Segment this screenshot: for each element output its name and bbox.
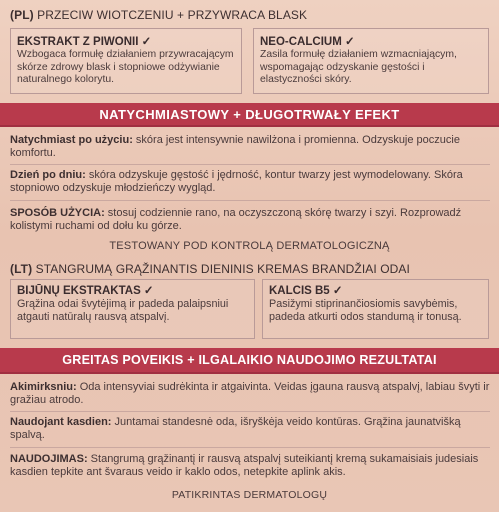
lt-paragraph-instant	[10, 381, 490, 408]
pl-box2-title: NEO-CALCIUM ✓	[260, 36, 355, 48]
pl-paragraph-usage	[10, 207, 490, 234]
pl-paragraph-daily	[10, 169, 490, 196]
pl-divider-1	[10, 164, 490, 165]
pl-header-text: PRZECIW WIOTCZENIU + PRZYWRACA BLASK	[37, 8, 308, 22]
pl-p1-text: skóra jest intensywnie nawilżona i promienna. Odzyskuje poczucie komfortu.	[10, 134, 460, 160]
lt-p1-text: Oda intensyviai sudrėkinta ir atgaivinta. Veidas įgauna rausvą atspalvį, labiau švyti ir gražiau atrodo.	[10, 381, 490, 407]
pl-p2-label: Dzień po dniu:	[10, 169, 86, 181]
lt-box2-title: KALCIS B5 ✓	[269, 285, 343, 297]
lt-paragraph-daily	[10, 416, 490, 443]
pl-p3-text: stosuj codziennie rano, na oczyszczoną skórę twarzy i szyi. Rozprowadź kolistymi ruchami od dołu ku górze.	[10, 207, 462, 233]
lt-p3-label: NAUDOJIMAS:	[10, 453, 88, 465]
pl-ingredient-box-peony	[10, 28, 242, 94]
lt-footer: PATIKRINTAS DERMATOLOGŲ	[171, 489, 328, 501]
lt-p2-text: Juntamai standesnė oda, išryškėja veido kontūras. Grąžina jaunatvišką spalvą.	[10, 416, 461, 442]
pl-box1-title: EKSTRAKT Z PIWONII ✓	[17, 36, 152, 48]
lt-effect-band	[0, 348, 499, 374]
pl-p2-text: skóra odzyskuje gęstość i jędrność, kontur twarzy jest wymodelowany. Skóra stopniowo odzyskuje młodzieńczy wygląd.	[10, 169, 463, 195]
pl-footer: TESTOWANY POD KONTROLĄ DERMATOLOGICZNĄ	[109, 240, 390, 252]
lt-ingredient-box-peony	[10, 279, 255, 339]
lt-p3-text: Stangrumą grąžinantį ir rausvą atspalvį suteikiantį kremą sukamaisiais judesiais kasdien tepkite ant švaraus veido ir kaklo odos, netepkite aplink akis.	[10, 453, 479, 479]
lt-lang-code: (LT)	[10, 262, 33, 276]
lt-p2-label: Naudojant kasdien:	[10, 416, 112, 428]
pl-header	[10, 8, 490, 22]
lt-box2-text: Pasižymi stiprinančiosiomis savybėmis, padeda atkurti odos standumą ir tonusą.	[269, 298, 462, 323]
lt-box1-title: BIJŪNŲ EKSTRAKTAS ✓	[17, 285, 154, 297]
lt-divider-2	[10, 447, 490, 448]
pl-band-text: NATYCHMIASTOWY + DŁUGOTRWAŁY EFEKT	[99, 107, 400, 122]
lt-p1-label: Akimirksniu:	[10, 381, 77, 393]
lt-ingredient-box-calcium	[262, 279, 489, 339]
lt-band-text: GREITAS POVEIKIS + ILGALAIKIO NAUDOJIMO REZULTATAI	[62, 353, 437, 367]
lt-header-text: STANGRUMĄ GRĄŽINANTIS DIENINIS KREMAS BRANDŽIAI ODAI	[35, 262, 410, 276]
pl-divider-2	[10, 200, 490, 201]
lt-divider-1	[10, 411, 490, 412]
lt-header	[10, 262, 490, 276]
pl-p3-label: SPOSÓB UŻYCIA:	[10, 207, 105, 219]
lt-paragraph-usage	[10, 453, 490, 480]
pl-box2-text: Zasila formułę działaniem wzmacniającym, wspomagając odzyskanie gęstości i elastyczności skóry.	[260, 49, 457, 86]
pl-ingredient-box-calcium	[253, 28, 489, 94]
pl-box1-text: Wzbogaca formułę działaniem przywracającym skórze zdrowy blask i stopniowe odżywianie naturalnego kolorytu.	[17, 49, 234, 86]
pl-lang-code: (PL)	[10, 8, 34, 22]
pl-paragraph-immediate	[10, 134, 490, 161]
lt-box1-text: Grąžina odai švytėjimą ir padeda palaipsniui atgauti natūralų rausvą atspalvį.	[17, 298, 229, 323]
pl-effect-band	[0, 103, 499, 127]
pl-p1-label: Natychmiast po użyciu:	[10, 134, 133, 146]
